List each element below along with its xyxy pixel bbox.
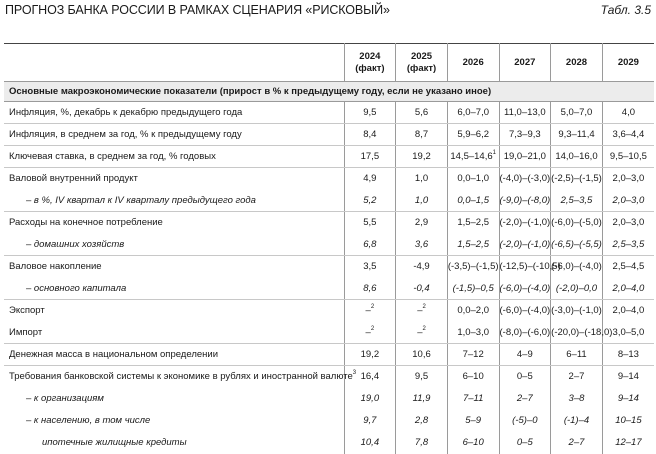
value-cell: (-6,5)–(-5,5) [551,234,603,256]
table-row [4,146,654,168]
value-cell: 19,2 [396,146,448,168]
value-cell: (-1)–4 [551,410,603,432]
row-label: Экспорт [9,305,45,317]
value-cell: (-9,0)–(-8,0) [499,190,551,212]
value-cell: 3,6 [396,234,448,256]
footnote-mark: 2 [370,325,375,332]
section-header-row [4,82,654,102]
value-cell: (-4,0)–(-3,0) [499,168,551,190]
footnote-mark: 1 [492,150,496,156]
value-cell: –$^2$ [396,300,448,322]
value-cell: 2–7 [499,388,551,410]
value-cell: 5,6 [396,102,448,124]
value-cell: (-6,0)–(-4,0) [499,300,551,322]
table-row [4,278,654,300]
value-cell: 1,0–3,0 [447,322,499,344]
value-cell: 10,4 [344,432,396,454]
value-cell: 1,0 [396,190,448,212]
row-label: – в %, IV квартал к IV кварталу предыдущего года [4,190,344,212]
header-year-2027: 2027 [499,44,551,82]
header-label-cell [4,44,344,82]
value-cell: 1,5–2,5 [447,234,499,256]
table-row [4,102,654,124]
table-row [4,234,654,256]
section-title: Основные макроэкономические показатели (прирост в % к предыдущему году, если не указано иное) [4,82,654,102]
table-row [4,124,654,146]
row-label: Валовое накопление [9,261,102,273]
value-cell: 5,0–7,0 [551,102,603,124]
value-cell: 3,6–4,4 [602,124,654,146]
table-row [4,388,654,410]
value-cell: 7–12 [447,344,499,366]
value-cell: -0,4 [396,278,448,300]
value-cell: 5,9–6,2 [447,124,499,146]
value-cell: –$^2$ [344,322,396,344]
value-cell: 11,0–13,0 [499,102,551,124]
value-cell: 2,8 [396,410,448,432]
value-cell: 0,0–1,5 [447,190,499,212]
value-cell: (-12,5)–(-10,5) [499,256,551,278]
table-row [4,344,654,366]
value-cell: 4–9 [499,344,551,366]
value-cell: 8,6 [344,278,396,300]
value-cell: 2,9 [396,212,448,234]
value-cell: 6–11 [551,344,603,366]
table-row [4,168,654,190]
value-cell: 17,5 [344,146,396,168]
row-label: – к организациям [26,393,104,404]
table-reference: Табл. 3.5 [600,3,651,17]
row-label: Инфляция, в среднем за год, % к предыдущему году [4,124,344,146]
value-cell: (-8,0)–(-6,0) [499,322,551,344]
value-cell: 2–7 [551,366,603,388]
value-cell: 9–14 [602,366,654,388]
value-cell: 10,6 [396,344,448,366]
table-row [4,300,654,322]
value-cell: 12–17 [602,432,654,454]
value-cell: 2,0–3,0 [602,168,654,190]
value-cell: 1,0 [396,168,448,190]
value-cell: 0,0–1,0 [447,168,499,190]
table-row [4,410,654,432]
value-cell: 9,5 [396,366,448,388]
value-cell: (-2,5)–(-1,5) [551,168,603,190]
header-year-2029: 2029 [602,44,654,82]
value-cell: 3–8 [551,388,603,410]
forecast-table [4,43,654,454]
footnote-mark: 2 [422,304,426,311]
value-cell: 11,9 [396,388,448,410]
row-label: – домашних хозяйств [4,234,344,256]
value-cell: (-3,0)–(-1,0) [551,300,603,322]
header-year-2025: 2025 (факт) [396,44,448,82]
value-cell: 3,0–5,0 [602,322,654,344]
value-cell: 9,3–11,4 [551,124,603,146]
value-cell: 3,5 [344,256,396,278]
value-cell: (-1,5)–0,5 [447,278,499,300]
value-cell: 5,2 [344,190,396,212]
row-label: Ключевая ставка, в среднем за год, % годовых [4,146,344,168]
value-cell: 19,0–21,0 [499,146,551,168]
value-cell: 6–10 [447,432,499,454]
value-cell: 4,9 [344,168,396,190]
value-cell: 2,0–4,0 [602,300,654,322]
header-year-2024: 2024 (факт) [344,44,396,82]
value-cell: (-20,0)–(-18,0) [551,322,603,344]
value-cell: (-6,0)–(-4,0) [499,278,551,300]
row-label: ипотечные жилищные кредиты [42,437,187,448]
value-cell: (-2,0)–(-1,0) [499,234,551,256]
value-cell: 5–9 [447,410,499,432]
table-row [4,190,654,212]
value-cell: 16,4 [344,366,396,388]
value-cell: 10–15 [602,410,654,432]
value-cell: 2,0–3,0 [602,190,654,212]
row-label: Инфляция, %, декабрь к декабрю предыдущего года [4,102,344,124]
value-cell: 2,5–4,5 [602,256,654,278]
value-cell: 6,8 [344,234,396,256]
row-label: Денежная масса в национальном определении [4,344,344,366]
value-cell: (-3,5)–(-1,5) [447,256,499,278]
footnote-mark: 3 [352,370,357,377]
value-cell: –$^2$ [396,322,448,344]
value-cell: 19,0 [344,388,396,410]
header-year-2026: 2026 [447,44,499,82]
value-cell: (-5)–0 [499,410,551,432]
value-cell: 2,0–4,0 [602,278,654,300]
value-cell: 14,0–16,0 [551,146,603,168]
row-label: Требования банковской системы к экономике в рублях и иностранной валюте$^3$ [9,370,357,383]
value-cell: 2,5–3,5 [602,234,654,256]
header-year-2028: 2028 [551,44,603,82]
row-label: – основного капитала [4,278,344,300]
value-cell: 0–5 [499,366,551,388]
value-cell: 2,0–3,0 [602,212,654,234]
value-cell: 2,5–3,5 [551,190,603,212]
value-cell: 7,3–9,3 [499,124,551,146]
value-cell: (-2,0)–(-1,0) [499,212,551,234]
row-label: Импорт [4,322,344,344]
row-label: – к населению, в том числе [26,415,151,426]
value-cell: 8,4 [344,124,396,146]
table-row [4,366,654,388]
value-cell: 19,2 [344,344,396,366]
page-title: ПРОГНОЗ БАНКА РОССИИ В РАМКАХ СЦЕНАРИЯ «РИСКОВЫЙ» [5,3,390,17]
value-cell: 9,5–10,5 [602,146,654,168]
value-cell: 7,8 [396,432,448,454]
footnote-mark: 2 [422,325,426,332]
value-cell: (-6,0)–(-5,0) [551,212,603,234]
header-row [4,44,654,82]
value-cell: 6,0–7,0 [447,102,499,124]
value-cell: 9,5 [344,102,396,124]
table-row [4,212,654,234]
value-cell: 2–7 [551,432,603,454]
value-cell: 0–5 [499,432,551,454]
value-cell: (-6,0)–(-4,0) [551,256,603,278]
value-cell: 8,7 [396,124,448,146]
value-cell: 0,0–2,0 [447,300,499,322]
value-cell: 9–14 [602,388,654,410]
value-cell: 6–10 [447,366,499,388]
value-cell: 14,5–14,6$^1$ [447,146,499,168]
value-cell: 1,5–2,5 [447,212,499,234]
table-row [4,322,654,344]
value-cell: 5,5 [344,212,396,234]
footnote-mark: 2 [370,304,375,311]
row-label: Валовой внутренний продукт [9,173,138,185]
row-label: Расходы на конечное потребление [9,217,163,229]
value-cell: (-2,0)–0,0 [551,278,603,300]
value-cell: 9,7 [344,410,396,432]
value-cell: 8–13 [602,344,654,366]
value-cell: 4,0 [602,102,654,124]
table-row [4,256,654,278]
value-cell: –$^2$ [344,300,396,322]
value-cell: 7–11 [447,388,499,410]
value-cell: -4,9 [396,256,448,278]
